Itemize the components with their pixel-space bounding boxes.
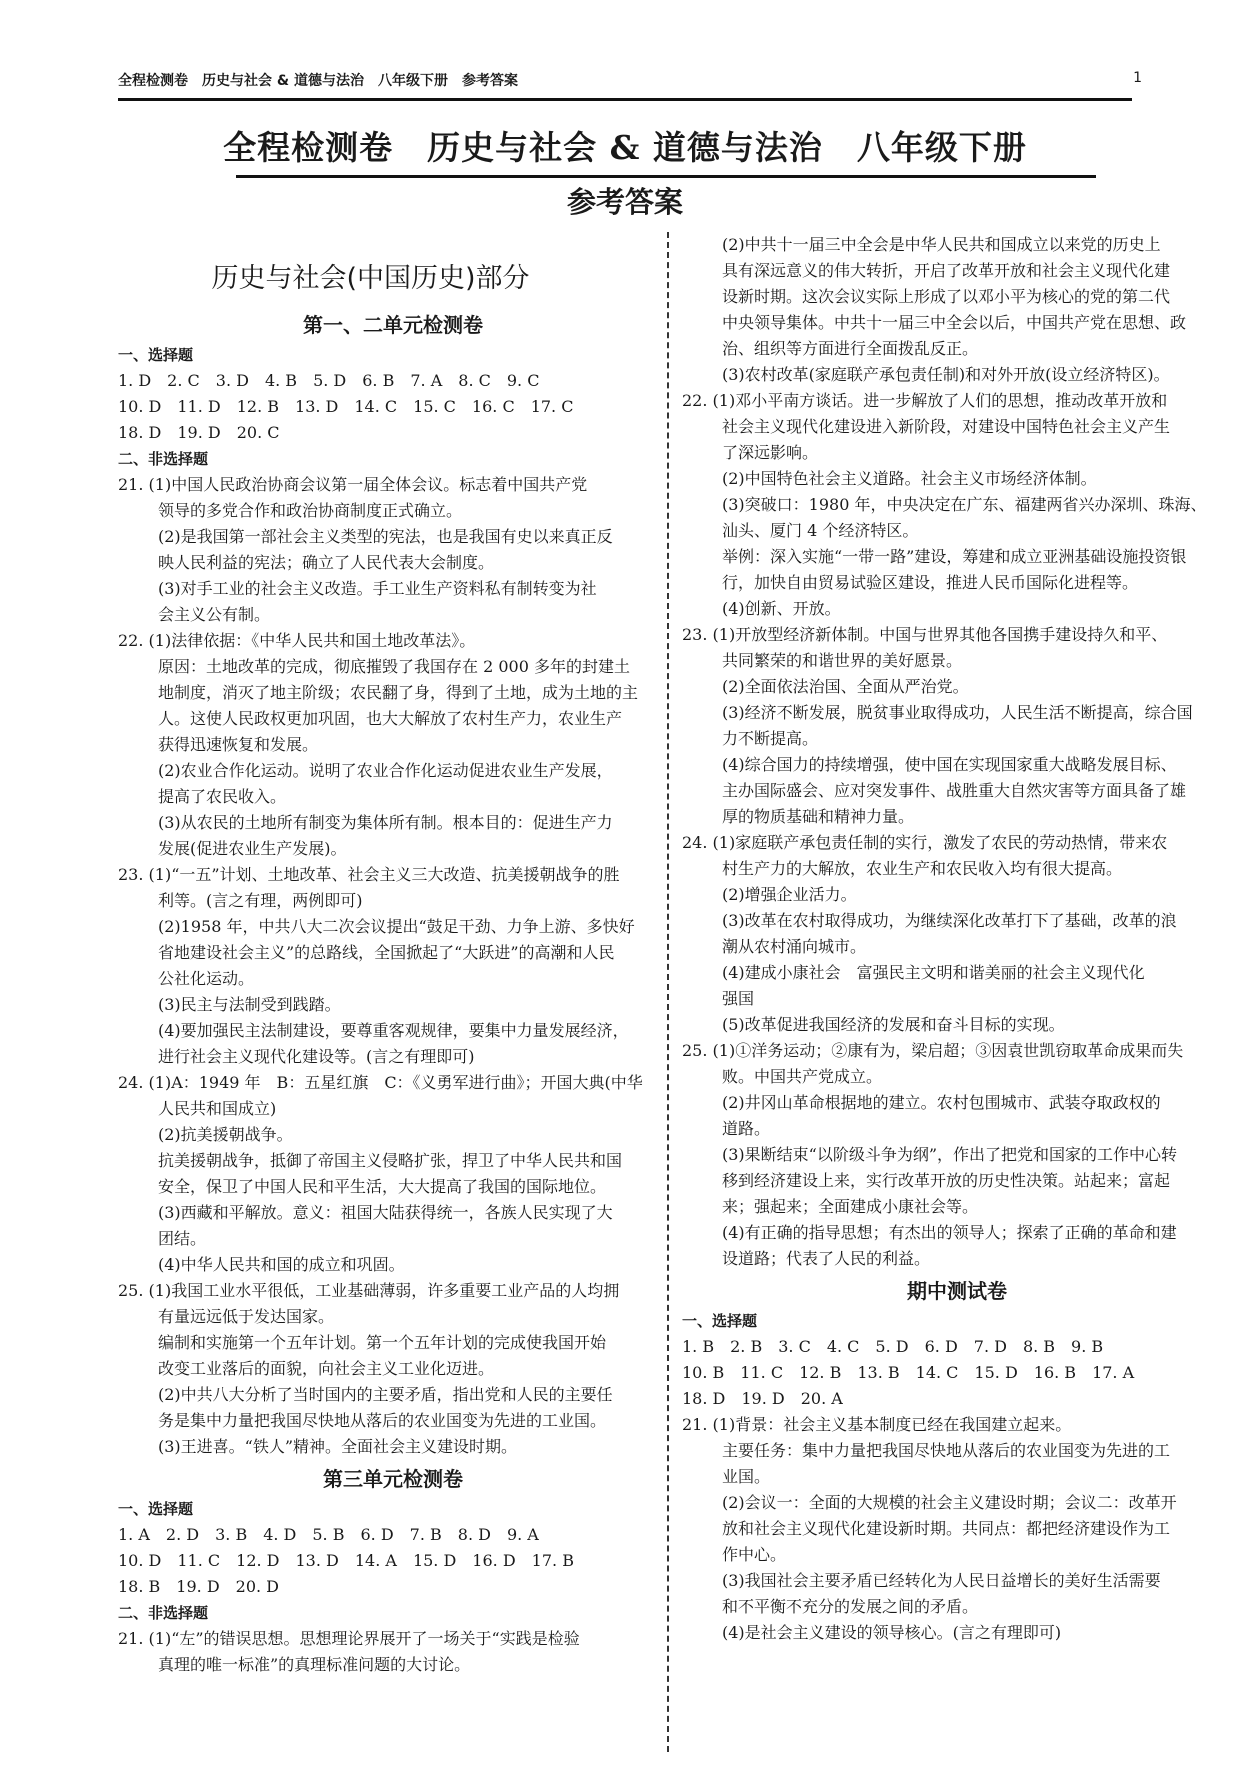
- answer-line: 18. D 19. D 20. A: [682, 1389, 843, 1408]
- left-column: [118, 306, 668, 1678]
- answer-line: (2)中共十一届三中全会是中华人民共和国成立以来党的历史上: [722, 235, 1161, 254]
- answer-line: 24. (1)家庭联产承包责任制的实行，激发了农民的劳动热情，带来农: [682, 833, 1168, 852]
- page-header: [118, 58, 1142, 101]
- answer-line: 真理的唯一标准”的真理标准问题的大讨论。: [158, 1655, 471, 1674]
- answer-line: 人民共和国成立): [158, 1099, 277, 1118]
- answer-line: 设道路；代表了人民的利益。: [722, 1249, 931, 1268]
- answer-line: 会主义公有制。: [158, 605, 271, 624]
- answer-line: 公社化运动。: [158, 969, 255, 988]
- answer-line: (5)改革促进我国经济的发展和奋斗目标的实现。: [722, 1015, 1065, 1034]
- answer-line: 获得迅速恢复和发展。: [158, 735, 319, 754]
- answer-line: (2)增强企业活力。: [722, 885, 857, 904]
- answer-line: 22. (1)法律依据：《中华人民共和国土地改革法》。: [118, 631, 476, 650]
- answer-line: (4)中华人民共和国的成立和巩固。: [158, 1255, 405, 1274]
- answer-line: (3)果断结束“以阶级斗争为纲”，作出了把党和国家的工作中心转: [722, 1145, 1178, 1164]
- answer-line: 潮从农村涌向城市。: [722, 937, 867, 956]
- answer-line: (3)我国社会主要矛盾已经转化为人民日益增长的美好生活需要: [722, 1571, 1161, 1590]
- answer-line: (4)创新、开放。: [722, 599, 841, 618]
- answer-line: 厚的物质基础和精神力量。: [722, 807, 915, 826]
- answer-line: 移到经济建设上来，实行改革开放的历史性决策。站起来；富起: [722, 1171, 1171, 1190]
- answer-line: 来；强起来；全面建成小康社会等。: [722, 1197, 979, 1216]
- answer-line: 放和社会主义现代化建设新时期。共同点：都把经济建设作为工: [722, 1519, 1171, 1538]
- answer-line: 有量远远低于发达国家。: [158, 1307, 335, 1326]
- answer-line: 人。这使人民政权更加巩固，也大大解放了农村生产力，农业生产: [158, 709, 623, 728]
- answer-line: 业国。: [722, 1467, 771, 1486]
- right-column: [682, 232, 1232, 1646]
- answer-line: 10. B 11. C 12. B 13. B 14. C 15. D 16. B 17. A: [682, 1363, 1135, 1382]
- answer-line: 领导的多党合作和政治协商制度正式确立。: [158, 501, 463, 520]
- answer-line: 抗美援朝战争，抵御了帝国主义侵略扩张，捍卫了中华人民共和国: [158, 1151, 623, 1170]
- answer-line: 10. D 11. D 12. B 13. D 14. C 15. C 16. C 17. C: [118, 397, 574, 416]
- answer-line: 举例：深入实施“一带一路”建设，筹建和成立亚洲基础设施投资银: [722, 547, 1187, 566]
- question-type-label: 二、非选择题: [118, 1604, 209, 1622]
- answer-line: 行，加快自由贸易试验区建设，推进人民币国际化进程等。: [722, 573, 1139, 592]
- section-title: 历史与社会(中国历史)部分: [211, 263, 530, 294]
- answer-line: 23. (1)开放型经济新体制。中国与世界其他各国携手建设持久和平、: [682, 625, 1168, 644]
- question-type-label: 一、选择题: [118, 1500, 194, 1518]
- answer-line: (3)王进喜。“铁人”精神。全面社会主义建设时期。: [158, 1437, 518, 1456]
- answer-line: 团结。: [158, 1229, 207, 1248]
- answer-line: 具有深远意义的伟大转折，开启了改革开放和社会主义现代化建: [722, 261, 1171, 280]
- question-type-label: 一、选择题: [682, 1312, 758, 1330]
- answer-line: 23. (1)“一五”计划、土地改革、社会主义三大改造、抗美援朝战争的胜: [118, 865, 620, 884]
- answer-line: (4)要加强民主法制建设，要尊重客观规律，要集中力量发展经济，: [158, 1021, 629, 1040]
- answer-line: 1. A 2. D 3. B 4. D 5. B 6. D 7. B 8. D 9. A: [118, 1525, 539, 1544]
- answer-line: 22. (1)邓小平南方谈话。进一步解放了人们的思想，推动改革开放和: [682, 391, 1168, 410]
- answer-line: 25. (1)我国工业水平很低，工业基础薄弱，许多重要工业产品的人均拥: [118, 1281, 620, 1300]
- answer-line: 利等。(言之有理，两例即可): [158, 891, 363, 910]
- document-title: 全程检测卷 历史与社会 & 道德与法治 八年级下册: [223, 128, 1027, 167]
- answer-line: (4)建成小康社会 富强民主文明和谐美丽的社会主义现代化: [722, 963, 1145, 982]
- exam-heading: 第三单元检测卷: [323, 1467, 463, 1491]
- answer-line: (2)全面依法治国、全面从严治党。: [722, 677, 969, 696]
- answer-line: 原因：土地改革的完成，彻底摧毁了我国存在 2 000 多年的封建土: [158, 657, 630, 676]
- answer-line: 10. D 11. C 12. D 13. D 14. A 15. D 16. D 17. B: [118, 1551, 574, 1570]
- exam-heading: 第一、二单元检测卷: [303, 313, 483, 337]
- page-number: 1: [1133, 70, 1142, 86]
- answer-line: 地制度，消灭了地主阶级；农民翻了身，得到了土地，成为土地的主: [158, 683, 639, 702]
- answer-line: (3)农村改革(家庭联产承包责任制)和对外开放(设立经济特区)。: [722, 365, 1170, 384]
- answer-line: 村生产力的大解放，农业生产和农民收入均有很大提高。: [722, 859, 1123, 878]
- answer-line: (3)西藏和平解放。意义：祖国大陆获得统一，各族人民实现了大: [158, 1203, 613, 1222]
- answer-line: 设新时期。这次会议实际上形成了以邓小平为核心的党的第二代: [722, 287, 1171, 306]
- answer-line: 18. B 19. D 20. D: [118, 1577, 280, 1596]
- answer-line: 力不断提高。: [722, 729, 819, 748]
- answer-line: (3)民主与法制受到践踏。: [158, 995, 341, 1014]
- answer-line: 21. (1)中国人民政治协商会议第一届全体会议。标志着中国共产党: [118, 475, 588, 494]
- answer-line: 中央领导集体。中共十一届三中全会以后，中国共产党在思想、政: [722, 313, 1187, 332]
- answer-line: (2)井冈山革命根据地的建立。农村包围城市、武装夺取政权的: [722, 1093, 1161, 1112]
- answer-line: (4)是社会主义建设的领导核心。(言之有理即可): [722, 1623, 1062, 1642]
- answer-line: (3)对手工业的社会主义改造。手工业生产资料私有制转变为社: [158, 579, 597, 598]
- answer-line: (2)中国特色社会主义道路。社会主义市场经济体制。: [722, 469, 1097, 488]
- answer-line: 汕头、厦门 4 个经济特区。: [722, 521, 919, 540]
- answer-line: 了深远影响。: [722, 443, 819, 462]
- answer-line: 提高了农民收入。: [158, 787, 287, 806]
- answer-line: (2)1958 年，中共八大二次会议提出“鼓足干劲、力争上游、多快好: [158, 917, 635, 936]
- answer-line: 18. D 19. D 20. C: [118, 423, 280, 442]
- answer-line: (2)是我国第一部社会主义类型的宪法，也是我国有史以来真正反: [158, 527, 613, 546]
- answer-line: (2)会议一：全面的大规模的社会主义建设时期；会议二：改革开: [722, 1493, 1177, 1512]
- question-type-label: 一、选择题: [118, 346, 194, 364]
- answer-line: 主办国际盛会、应对突发事件、战胜重大自然灾害等方面具备了雄: [722, 781, 1187, 800]
- answer-line: (3)从农民的土地所有制变为集体所有制。根本目的：促进生产力: [158, 813, 613, 832]
- answer-line: 编制和实施第一个五年计划。第一个五年计划的完成使我国开始: [158, 1333, 607, 1352]
- answer-line: 25. (1)①洋务运动；②康有为，梁启超；③因袁世凯窃取革命成果而失: [682, 1041, 1184, 1060]
- answer-line: (2)抗美援朝战争。: [158, 1125, 293, 1144]
- answer-line: 映人民利益的宪法；确立了人民代表大会制度。: [158, 553, 495, 572]
- running-header: 全程检测卷 历史与社会 & 道德与法治 八年级下册 参考答案: [118, 73, 518, 89]
- answer-line: 21. (1)背景：社会主义基本制度已经在我国建立起来。: [682, 1415, 1072, 1434]
- answer-line: 作中心。: [722, 1545, 787, 1564]
- answer-line: 治、组织等方面进行全面拨乱反正。: [722, 339, 979, 358]
- answer-line: 21. (1)“左”的错误思想。思想理论界展开了一场关于“实践是检验: [118, 1629, 580, 1648]
- answer-line: 1. B 2. B 3. C 4. C 5. D 6. D 7. D 8. B 9. B: [682, 1337, 1104, 1356]
- answer-line: 和不平衡不充分的发展之间的矛盾。: [722, 1597, 979, 1616]
- answer-line: 发展(促进农业生产发展)。: [158, 839, 347, 858]
- answer-line: 主要任务：集中力量把我国尽快地从落后的农业国变为先进的工: [722, 1441, 1171, 1460]
- title-rule: [236, 175, 1096, 178]
- answer-line: 务是集中力量把我国尽快地从落后的农业国变为先进的工业国。: [158, 1411, 607, 1430]
- answer-line: 进行社会主义现代化建设等。(言之有理即可): [158, 1047, 475, 1066]
- answer-line: 强国: [722, 989, 755, 1008]
- answer-line: (3)突破口：1980 年，中央决定在广东、福建两省兴办深圳、珠海、: [722, 495, 1207, 514]
- question-type-label: 二、非选择题: [118, 450, 209, 468]
- answer-line: 安全，保卫了中国人民和平生活，大大提高了我国的国际地位。: [158, 1177, 607, 1196]
- answer-line: 社会主义现代化建设进入新阶段，对建设中国特色社会主义产生: [722, 417, 1171, 436]
- answer-line: (4)综合国力的持续增强，使中国在实现国家重大战略发展目标、: [722, 755, 1177, 774]
- document-subtitle: 参考答案: [566, 185, 683, 219]
- answer-line: 省地建设社会主义”的总路线，全国掀起了“大跃进”的高潮和人民: [158, 943, 615, 962]
- answer-line: 共同繁荣的和谐世界的美好愿景。: [722, 651, 963, 670]
- answer-line: 道路。: [722, 1119, 771, 1138]
- exam-heading: 期中测试卷: [907, 1279, 1007, 1303]
- answer-line: 改变工业落后的面貌，向社会主义工业化迈进。: [158, 1359, 495, 1378]
- answer-line: (2)中共八大分析了当时国内的主要矛盾，指出党和人民的主要任: [158, 1385, 613, 1404]
- answer-line: (3)改革在农村取得成功，为继续深化改革打下了基础，改革的浪: [722, 911, 1177, 930]
- answer-line: (4)有正确的指导思想；有杰出的领导人；探索了正确的革命和建: [722, 1223, 1177, 1242]
- answer-line: (2)农业合作化运动。说明了农业合作化运动促进农业生产发展，: [158, 761, 613, 780]
- answer-line: 24. (1)A：1949 年 B：五星红旗 C：《义勇军进行曲》；开国大典(中华: [118, 1073, 643, 1092]
- answer-line: (3)经济不断发展，脱贫事业取得成功，人民生活不断提高，综合国: [722, 703, 1193, 722]
- answer-line: 败。中国共产党成立。: [722, 1067, 883, 1086]
- answer-line: 1. D 2. C 3. D 4. B 5. D 6. B 7. A 8. C 9. C: [118, 371, 540, 390]
